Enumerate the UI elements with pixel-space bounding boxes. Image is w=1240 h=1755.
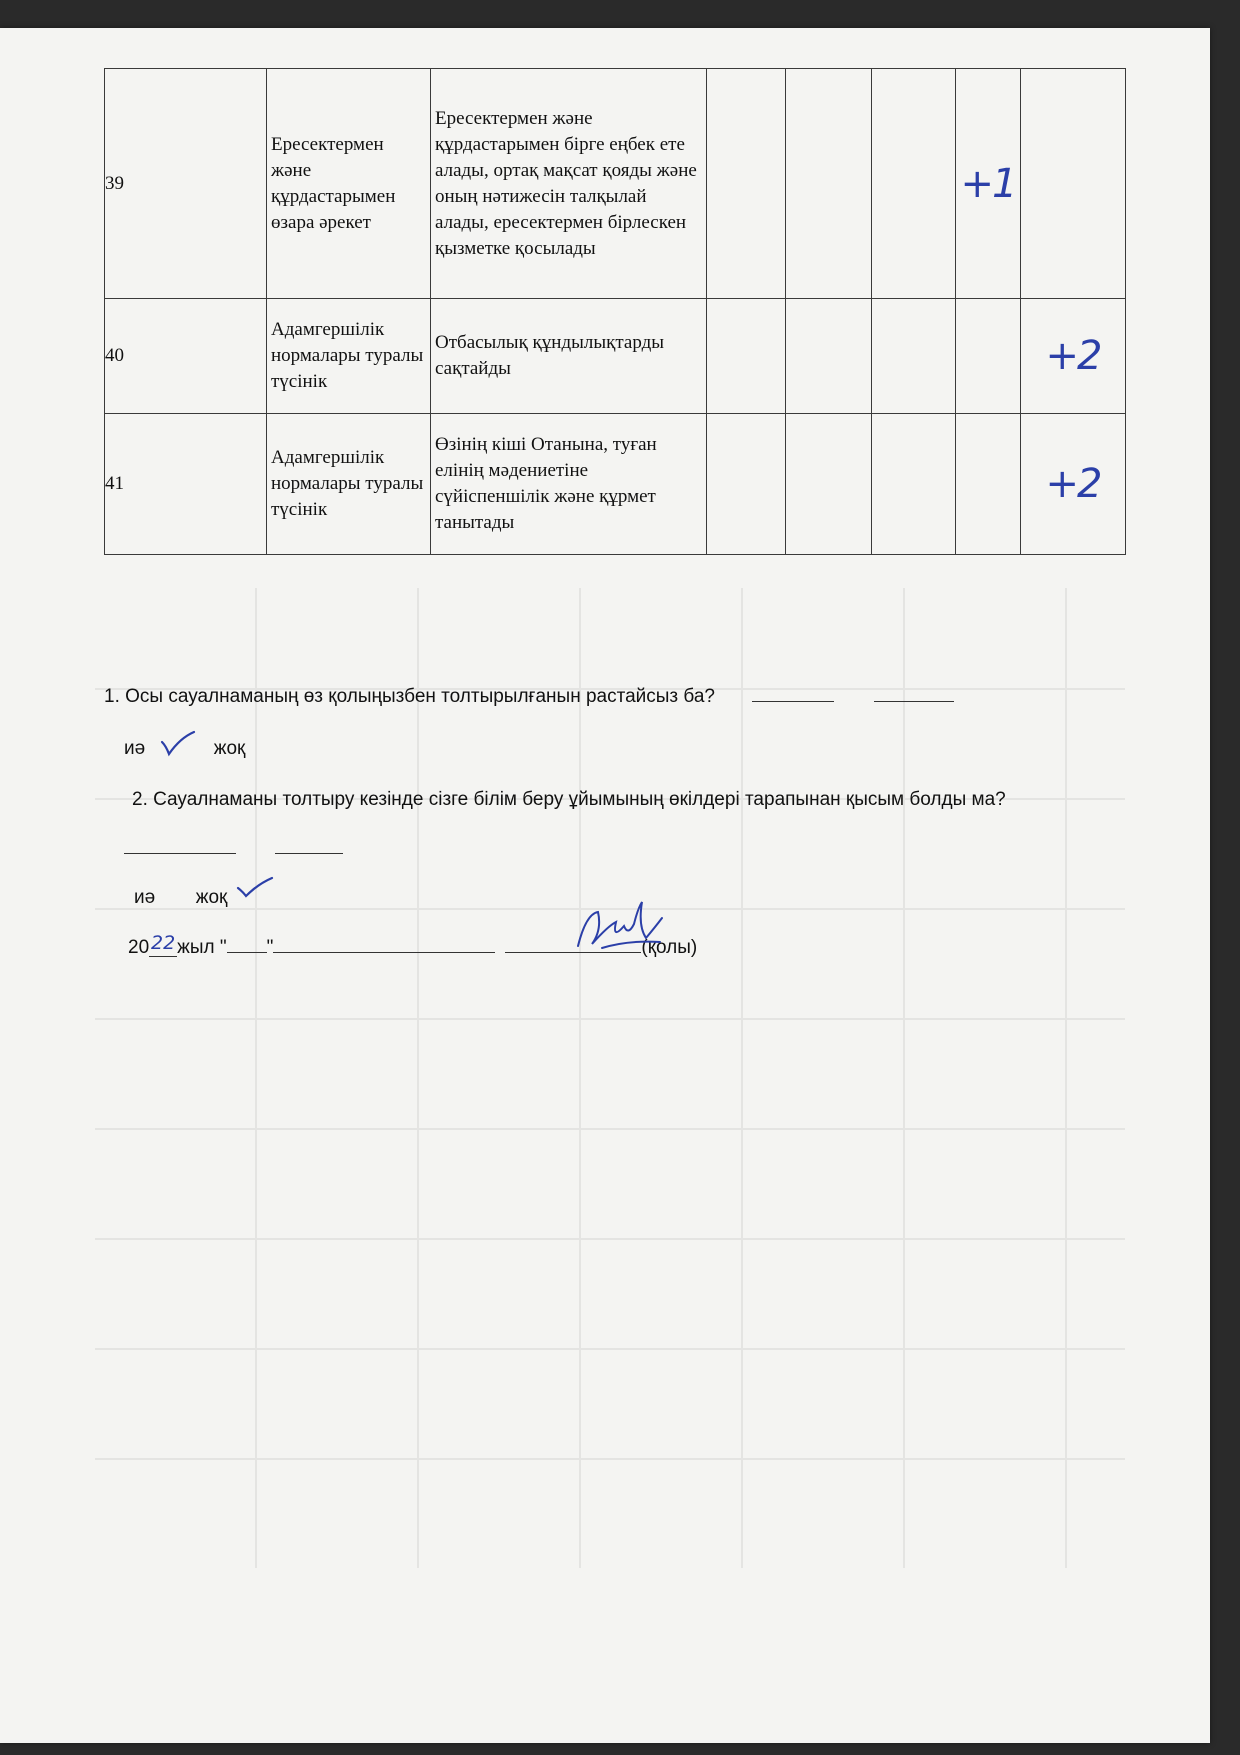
- handwritten-score[interactable]: +2: [1021, 414, 1126, 555]
- year-word: жыл ": [177, 937, 227, 958]
- indicator-description: Ересектермен және құрдастарымен бірге еңбек ете алады, ортақ мақсат қояды және оның нәтижесін талқылай алады, ересектермен бірлескен қызметке қосылады: [431, 69, 707, 299]
- handwritten-signature-icon: [572, 896, 668, 960]
- question-1-text: 1. Осы сауалнаманың өз қолыңызбен толтырылғанын растайсыз ба?: [104, 686, 715, 707]
- question-2-text: 2. Сауалнаманы толтыру кезінде сізге білім беру ұйымының өкілдері тарапынан қысым болды ма?: [132, 789, 1006, 810]
- row-number: 39: [105, 69, 267, 299]
- score-cell[interactable]: [1021, 69, 1126, 299]
- answer-blank-1a[interactable]: [752, 697, 834, 702]
- q2-no-option[interactable]: жоқ: [195, 887, 228, 908]
- question-2: [132, 789, 1006, 811]
- row-number: 41: [105, 414, 267, 555]
- score-cell[interactable]: [707, 414, 786, 555]
- indicator-description: Отбасылық құндылықтарды сақтайды: [431, 299, 707, 414]
- q1-no-option[interactable]: жоқ: [213, 738, 246, 759]
- month-blank[interactable]: [273, 948, 495, 953]
- question-2-blanks: [124, 838, 343, 860]
- q1-yes-checkmark-icon: [158, 730, 198, 758]
- table-row: [105, 299, 1126, 414]
- q1-yes-option[interactable]: иә: [124, 738, 146, 759]
- answer-blank-1b[interactable]: [874, 697, 954, 702]
- day-blank[interactable]: [227, 948, 267, 953]
- score-cell[interactable]: [707, 69, 786, 299]
- score-cell[interactable]: [956, 414, 1021, 555]
- question-1: [104, 686, 954, 708]
- q2-yes-option[interactable]: иә: [134, 887, 156, 908]
- score-cell[interactable]: [707, 299, 786, 414]
- score-cell[interactable]: [956, 299, 1021, 414]
- answer-blank-2a[interactable]: [124, 849, 236, 854]
- score-cell[interactable]: [786, 69, 872, 299]
- handwritten-score[interactable]: +2: [1021, 299, 1126, 414]
- score-cell[interactable]: [872, 69, 956, 299]
- quote-close: ": [266, 937, 274, 958]
- table-row: [105, 414, 1126, 555]
- development-area: Адамгершілік нормалары туралы түсінік: [267, 414, 431, 555]
- score-cell[interactable]: [786, 299, 872, 414]
- handwritten-score[interactable]: +1: [956, 69, 1021, 299]
- survey-table: [104, 68, 1126, 555]
- development-area: Ересектермен және құрдастарымен өзара әрекет: [267, 69, 431, 299]
- row-number: 40: [105, 299, 267, 414]
- signature-label: (қолы): [641, 937, 698, 958]
- score-cell[interactable]: [786, 414, 872, 555]
- score-cell[interactable]: [872, 299, 956, 414]
- q2-no-checkmark-icon: [234, 874, 276, 900]
- table-row: [105, 69, 1126, 299]
- score-cell[interactable]: [872, 414, 956, 555]
- bleed-through-table: [95, 588, 1125, 1568]
- answer-blank-2b[interactable]: [275, 849, 343, 854]
- development-area: Адамгершілік нормалары туралы түсінік: [267, 299, 431, 414]
- year-prefix: 20: [128, 937, 150, 958]
- year-handwritten: 22: [151, 932, 176, 954]
- indicator-description: Өзінің кіші Отанына, туған елінің мәдениетіне сүйіспеншілік және құрмет танытады: [431, 414, 707, 555]
- question-2-options: [134, 887, 227, 909]
